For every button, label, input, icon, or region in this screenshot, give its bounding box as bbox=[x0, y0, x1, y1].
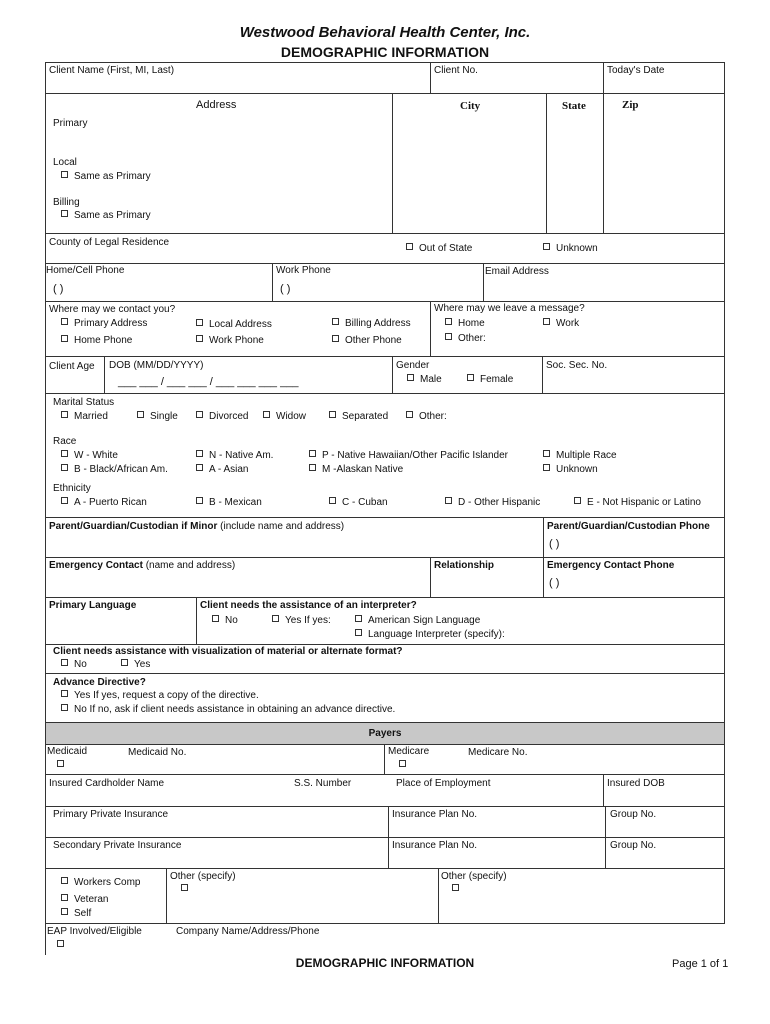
primary-address-label: Primary bbox=[53, 118, 88, 129]
race-m-checkbox[interactable]: M -Alaskan Native bbox=[309, 464, 403, 476]
checkbox-icon bbox=[61, 704, 68, 711]
rule bbox=[483, 263, 484, 301]
billing-address-checkbox[interactable]: Billing Address bbox=[332, 318, 411, 330]
ethnicity-c-checkbox[interactable]: C - Cuban bbox=[329, 497, 388, 509]
rule bbox=[388, 806, 389, 868]
checkbox-icon bbox=[61, 335, 68, 342]
female-checkbox[interactable]: Female bbox=[467, 374, 513, 386]
rule bbox=[45, 301, 725, 302]
guardian-label: Parent/Guardian/Custodian if Minor (include name and address) bbox=[49, 521, 345, 532]
checkbox-icon bbox=[61, 659, 68, 666]
rule bbox=[45, 673, 725, 674]
primary-insurance-label: Primary Private Insurance bbox=[53, 809, 169, 820]
checkbox-icon bbox=[445, 497, 452, 504]
visual-no-checkbox[interactable]: No bbox=[61, 659, 87, 671]
rule bbox=[104, 356, 105, 393]
work-phone-label: Work Phone bbox=[276, 265, 331, 276]
group-no-2-label: Group No. bbox=[610, 840, 657, 851]
rule bbox=[45, 557, 725, 558]
interpreter-label: Client needs the assistance of an interpreter? bbox=[200, 600, 417, 611]
ssn-label: Soc. Sec. No. bbox=[546, 360, 608, 371]
plan-no-2-label: Insurance Plan No. bbox=[392, 840, 478, 851]
other-specify-2-label: Other (specify) bbox=[441, 871, 507, 882]
checkbox-icon bbox=[309, 464, 316, 471]
advance-no-checkbox[interactable]: No If no, ask if client needs assistance in obtaining an advance directive. bbox=[61, 704, 395, 716]
rule bbox=[45, 263, 725, 264]
company-label: Company Name/Address/Phone bbox=[176, 926, 320, 937]
local-same-checkbox[interactable]: Same as Primary bbox=[61, 171, 151, 183]
insured-dob-label: Insured DOB bbox=[607, 778, 665, 789]
rule bbox=[45, 837, 725, 838]
marital-label: Marital Status bbox=[53, 397, 115, 408]
primary-language-label: Primary Language bbox=[49, 600, 137, 611]
other-phone-checkbox[interactable]: Other Phone bbox=[332, 335, 402, 347]
checkbox-icon bbox=[329, 497, 336, 504]
rule bbox=[430, 301, 431, 356]
medicare-checkbox[interactable] bbox=[399, 760, 412, 772]
checkbox-icon bbox=[355, 629, 362, 636]
rule bbox=[438, 868, 439, 923]
checkbox-icon bbox=[355, 615, 362, 622]
form-subtitle: DEMOGRAPHIC INFORMATION bbox=[280, 44, 490, 60]
rule bbox=[45, 93, 725, 94]
advance-yes-checkbox[interactable]: Yes If yes, request a copy of the directive. bbox=[61, 690, 259, 702]
rule bbox=[45, 722, 725, 723]
veteran-checkbox[interactable]: Veteran bbox=[61, 894, 108, 906]
eap-label: EAP Involved/Eligible bbox=[47, 926, 142, 937]
interp-yes-checkbox[interactable]: Yes If yes: bbox=[272, 615, 331, 627]
local-address-checkbox[interactable]: Local Address bbox=[196, 319, 272, 331]
rule bbox=[45, 774, 725, 775]
checkbox-icon bbox=[61, 464, 68, 471]
race-n-checkbox[interactable]: N - Native Am. bbox=[196, 450, 273, 462]
visual-label: Client needs assistance with visualization of material or alternate format? bbox=[53, 646, 403, 657]
eap-checkbox[interactable] bbox=[57, 940, 70, 952]
checkbox-icon bbox=[57, 940, 64, 947]
rule bbox=[45, 597, 725, 598]
checkbox-icon bbox=[61, 908, 68, 915]
checkbox-icon bbox=[212, 615, 219, 622]
email-label: Email Address bbox=[485, 266, 549, 277]
city-header: City bbox=[460, 100, 481, 112]
msg-work-checkbox[interactable]: Work bbox=[543, 318, 579, 330]
local-address-label: Local bbox=[53, 157, 77, 168]
checkbox-icon bbox=[61, 497, 68, 504]
race-b-checkbox[interactable]: B - Black/African Am. bbox=[61, 464, 168, 476]
checkbox-icon bbox=[445, 333, 452, 340]
race-w-checkbox[interactable]: W - White bbox=[61, 450, 118, 462]
primary-address-checkbox[interactable]: Primary Address bbox=[61, 318, 147, 330]
rule bbox=[430, 62, 431, 93]
workers-comp-checkbox[interactable]: Workers Comp bbox=[61, 877, 141, 889]
billing-address-label: Billing bbox=[53, 197, 80, 208]
insured-name-label: Insured Cardholder Name bbox=[49, 778, 165, 789]
medicare-label: Medicare bbox=[388, 746, 430, 757]
state-header: State bbox=[562, 100, 586, 112]
widow-checkbox[interactable]: Widow bbox=[263, 411, 306, 423]
rule bbox=[543, 517, 544, 597]
rule bbox=[430, 557, 431, 597]
race-p-checkbox[interactable]: P - Native Hawaiian/Other Pacific Islander bbox=[309, 450, 508, 462]
other-specify-checkbox[interactable] bbox=[181, 884, 194, 896]
advance-directive-label: Advance Directive? bbox=[53, 677, 146, 688]
checkbox-icon bbox=[61, 894, 68, 901]
checkbox-icon bbox=[329, 411, 336, 418]
checkbox-icon bbox=[445, 318, 452, 325]
visual-yes-checkbox[interactable]: Yes bbox=[121, 659, 150, 671]
checkbox-icon bbox=[61, 690, 68, 697]
checkbox-icon bbox=[309, 450, 316, 457]
footer-title: DEMOGRAPHIC INFORMATION bbox=[295, 956, 475, 970]
checkbox-icon bbox=[263, 411, 270, 418]
checkbox-icon bbox=[137, 411, 144, 418]
rule bbox=[45, 644, 725, 645]
ss-number-label: S.S. Number bbox=[294, 778, 352, 789]
ethnicity-label: Ethnicity bbox=[53, 483, 91, 494]
rule bbox=[196, 597, 197, 644]
medicaid-no-label: Medicaid No. bbox=[128, 747, 187, 758]
unknown-checkbox[interactable]: Unknown bbox=[543, 243, 598, 255]
divorced-checkbox[interactable]: Divorced bbox=[196, 411, 248, 423]
checkbox-icon bbox=[196, 319, 203, 326]
page-number: Page 1 of 1 bbox=[672, 958, 729, 970]
checkbox-icon bbox=[181, 884, 188, 891]
checkbox-icon bbox=[452, 884, 459, 891]
rule bbox=[45, 923, 725, 924]
employment-label: Place of Employment bbox=[396, 778, 491, 789]
home-phone-checkbox[interactable]: Home Phone bbox=[61, 335, 132, 347]
rule bbox=[384, 744, 385, 774]
checkbox-icon bbox=[467, 374, 474, 381]
rule bbox=[603, 62, 604, 93]
checkbox-icon bbox=[61, 877, 68, 884]
rule bbox=[166, 868, 167, 923]
emergency-phone-label: Emergency Contact Phone bbox=[547, 560, 675, 571]
checkbox-icon bbox=[196, 335, 203, 342]
rule bbox=[724, 62, 725, 923]
checkbox-icon bbox=[543, 243, 550, 250]
client-no-label: Client No. bbox=[434, 65, 478, 76]
zip-header: Zip bbox=[622, 99, 639, 111]
rule bbox=[605, 806, 606, 868]
dob-blanks: ___ ___ / ___ ___ / ___ ___ ___ ___ bbox=[118, 376, 299, 388]
race-label: Race bbox=[53, 436, 77, 447]
ethnicity-a-checkbox[interactable]: A - Puerto Rican bbox=[61, 497, 147, 509]
checkbox-icon bbox=[543, 464, 550, 471]
checkbox-icon bbox=[543, 450, 550, 457]
other-specify-label: Other (specify) bbox=[170, 871, 236, 882]
rule bbox=[272, 263, 273, 301]
rule bbox=[546, 93, 547, 233]
rule bbox=[45, 517, 725, 518]
race-multi-checkbox[interactable]: Multiple Race bbox=[543, 450, 617, 462]
todays-date-label: Today's Date bbox=[607, 65, 665, 76]
home-phone-label: Home/Cell Phone bbox=[46, 265, 125, 276]
relationship-label: Relationship bbox=[434, 560, 495, 571]
rule bbox=[45, 393, 725, 394]
plan-no-label: Insurance Plan No. bbox=[392, 809, 478, 820]
lang-interp-checkbox[interactable]: Language Interpreter (specify): bbox=[355, 629, 505, 641]
checkbox-icon bbox=[61, 171, 68, 178]
checkbox-icon bbox=[543, 318, 550, 325]
contact-label: Where may we contact you? bbox=[49, 304, 176, 315]
marital-other-checkbox[interactable]: Other: bbox=[406, 411, 447, 423]
checkbox-icon bbox=[406, 243, 413, 250]
message-label: Where may we leave a message? bbox=[434, 303, 585, 314]
married-checkbox[interactable]: Married bbox=[61, 411, 108, 423]
rule bbox=[45, 233, 725, 234]
checkbox-icon bbox=[61, 210, 68, 217]
checkbox-icon bbox=[196, 450, 203, 457]
checkbox-icon bbox=[332, 335, 339, 342]
checkbox-icon bbox=[406, 411, 413, 418]
ethnicity-b-checkbox[interactable]: B - Mexican bbox=[196, 497, 262, 509]
rule bbox=[45, 806, 725, 807]
separated-checkbox[interactable]: Separated bbox=[329, 411, 388, 423]
rule bbox=[603, 93, 604, 233]
ethnicity-d-checkbox[interactable]: D - Other Hispanic bbox=[445, 497, 540, 509]
home-phone-paren: ( ) bbox=[53, 283, 64, 295]
guardian-phone-label: Parent/Guardian/Custodian Phone bbox=[547, 521, 710, 532]
checkbox-icon bbox=[574, 497, 581, 504]
rule bbox=[45, 868, 725, 869]
medicaid-checkbox[interactable] bbox=[57, 760, 70, 772]
other-specify-2-checkbox[interactable] bbox=[452, 884, 465, 896]
rule bbox=[45, 356, 725, 357]
billing-same-checkbox[interactable]: Same as Primary bbox=[61, 210, 151, 222]
work-phone-paren: ( ) bbox=[280, 283, 291, 295]
rule bbox=[392, 93, 393, 233]
payers-header: Payers bbox=[368, 728, 402, 739]
male-checkbox[interactable]: Male bbox=[407, 374, 442, 386]
self-checkbox[interactable]: Self bbox=[61, 908, 91, 920]
rule bbox=[542, 356, 543, 393]
single-checkbox[interactable]: Single bbox=[137, 411, 178, 423]
client-age-label: Client Age bbox=[49, 361, 95, 372]
checkbox-icon bbox=[61, 450, 68, 457]
client-name-label: Client Name (First, MI, Last) bbox=[49, 65, 175, 76]
checkbox-icon bbox=[196, 411, 203, 418]
ethnicity-e-checkbox[interactable]: E - Not Hispanic or Latino bbox=[574, 497, 701, 509]
msg-other-checkbox[interactable]: Other: bbox=[445, 333, 486, 345]
msg-home-checkbox[interactable]: Home bbox=[445, 318, 485, 330]
asl-checkbox[interactable]: American Sign Language bbox=[355, 615, 480, 627]
work-phone-checkbox[interactable]: Work Phone bbox=[196, 335, 264, 347]
address-header: Address bbox=[196, 99, 237, 111]
checkbox-icon bbox=[332, 318, 339, 325]
checkbox-icon bbox=[61, 318, 68, 325]
rule bbox=[45, 744, 725, 745]
race-unknown-checkbox[interactable]: Unknown bbox=[543, 464, 598, 476]
checkbox-icon bbox=[196, 464, 203, 471]
rule bbox=[392, 356, 393, 393]
checkbox-icon bbox=[121, 659, 128, 666]
checkbox-icon bbox=[399, 760, 406, 767]
county-label: County of Legal Residence bbox=[49, 237, 170, 248]
rule bbox=[45, 62, 46, 955]
out-of-state-checkbox[interactable]: Out of State bbox=[406, 243, 472, 255]
checkbox-icon bbox=[196, 497, 203, 504]
race-a-checkbox[interactable]: A - Asian bbox=[196, 464, 248, 476]
emergency-phone-paren: ( ) bbox=[549, 577, 560, 589]
medicare-no-label: Medicare No. bbox=[468, 747, 528, 758]
emergency-label: Emergency Contact (name and address) bbox=[49, 560, 236, 571]
checkbox-icon bbox=[272, 615, 279, 622]
rule bbox=[45, 62, 725, 63]
guardian-phone-paren: ( ) bbox=[549, 538, 560, 550]
checkbox-icon bbox=[61, 411, 68, 418]
gender-label: Gender bbox=[396, 360, 430, 371]
checkbox-icon bbox=[407, 374, 414, 381]
form-title: Westwood Behavioral Health Center, Inc. bbox=[239, 24, 531, 41]
medicaid-label: Medicaid bbox=[47, 746, 88, 757]
group-no-label: Group No. bbox=[610, 809, 657, 820]
checkbox-icon bbox=[57, 760, 64, 767]
rule bbox=[603, 774, 604, 806]
interp-no-checkbox[interactable]: No bbox=[212, 615, 238, 627]
dob-label: DOB (MM/DD/YYYY) bbox=[109, 360, 204, 371]
secondary-insurance-label: Secondary Private Insurance bbox=[53, 840, 182, 851]
